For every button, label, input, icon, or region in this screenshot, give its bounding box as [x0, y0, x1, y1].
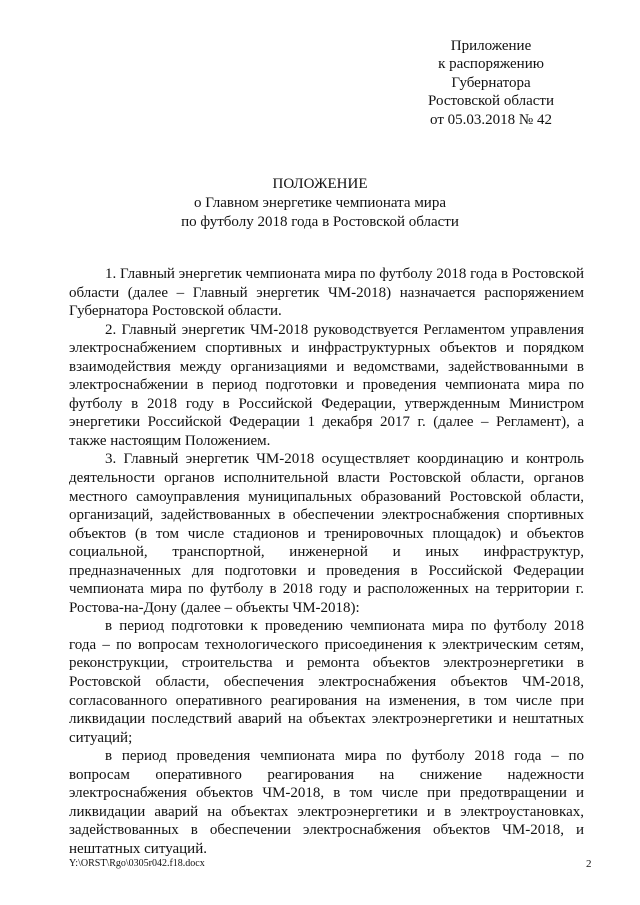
footer-file-path: Y:\ORST\Rgo\0305r042.f18.docx [69, 858, 205, 869]
appendix-line: Ростовской области [428, 93, 554, 110]
title-heading: ПОЛОЖЕНИЕ [272, 176, 368, 192]
paragraph-3: 3. Главный энергетик ЧМ-2018 осуществляет координацию и контроль деятельности органов исполнительной власти Ростовской области, органов местного самоуправления муниципальных образований Ростовской области, организаций, задействованных в обеспечении электроснабжения спортивных объектов (в том числе стадионов и тренировочных площадок) и объектов социальной, транспортной, инженерной и иных инфраструктур, предназначенных для подготовки и проведения в Российской Федерации чемпионата мира по футболу в 2018 году и расположенных на территории г. Ростова-на-Дону (далее – объекты ЧМ-2018): [69, 451, 584, 616]
title-subtitle-line: о Главном энергетике чемпионата мира [193, 195, 446, 211]
document-body [69, 265, 584, 859]
appendix-line: Приложение [450, 38, 532, 54]
title-subtitle-line: по футболу 2018 года в Ростовской области [181, 214, 459, 230]
footer-page-number: 2 [586, 858, 592, 870]
appendix-block [400, 37, 582, 129]
document-title [0, 175, 640, 232]
appendix-line: Губернатора [451, 74, 531, 91]
paragraph-2: 2. Главный энергетик ЧМ-2018 руководствуется Регламентом управления электроснабжением спортивных и инфраструктурных объектов и порядком взаимодействия между организациями и ведомствами, задействованными в электроснабжении в период подготовки и проведения чемпионата мира по футболу в 2018 году в Российской Федерации, утвержденным Министром энергетики Российской Федерации 1 декабря 2017 г. (далее – Регламент), а также настоящим Положением. [69, 321, 584, 449]
paragraph-championship-period: в период проведения чемпионата мира по футболу 2018 года – по вопросам оперативного реагирования на снижение надежности электроснабжения объектов ЧМ-2018, в том числе при предотвращении и ликвидации аварий на объектах электроэнергетики и в электроустановках, задействованных в обеспечении электроснабжения объектов ЧМ-2018, и нештатных ситуаций. [69, 748, 584, 857]
paragraph-preparation-period: в период подготовки к проведению чемпионата мира по футболу 2018 года – по вопросам технологического присоединения к электрическим сетям, реконструкции, строительства и ремонта объектов электроэнергетики в Ростовской области, обеспечения электроснабжения объектов ЧМ-2018, согласованного оперативного реагирования на изменения, в том числе при ликвидации последствий аварий на объектах электроэнергетики и нештатных ситуаций; [69, 618, 584, 746]
appendix-date-number: от 05.03.2018 № 42 [430, 111, 552, 128]
paragraph-1: 1. Главный энергетик чемпионата мира по футболу 2018 года в Ростовской области (далее – Главный энергетик ЧМ-2018) назначается распоряжением Губернатора Ростовской области. [69, 266, 584, 320]
appendix-line: к распоряжению [438, 56, 544, 73]
